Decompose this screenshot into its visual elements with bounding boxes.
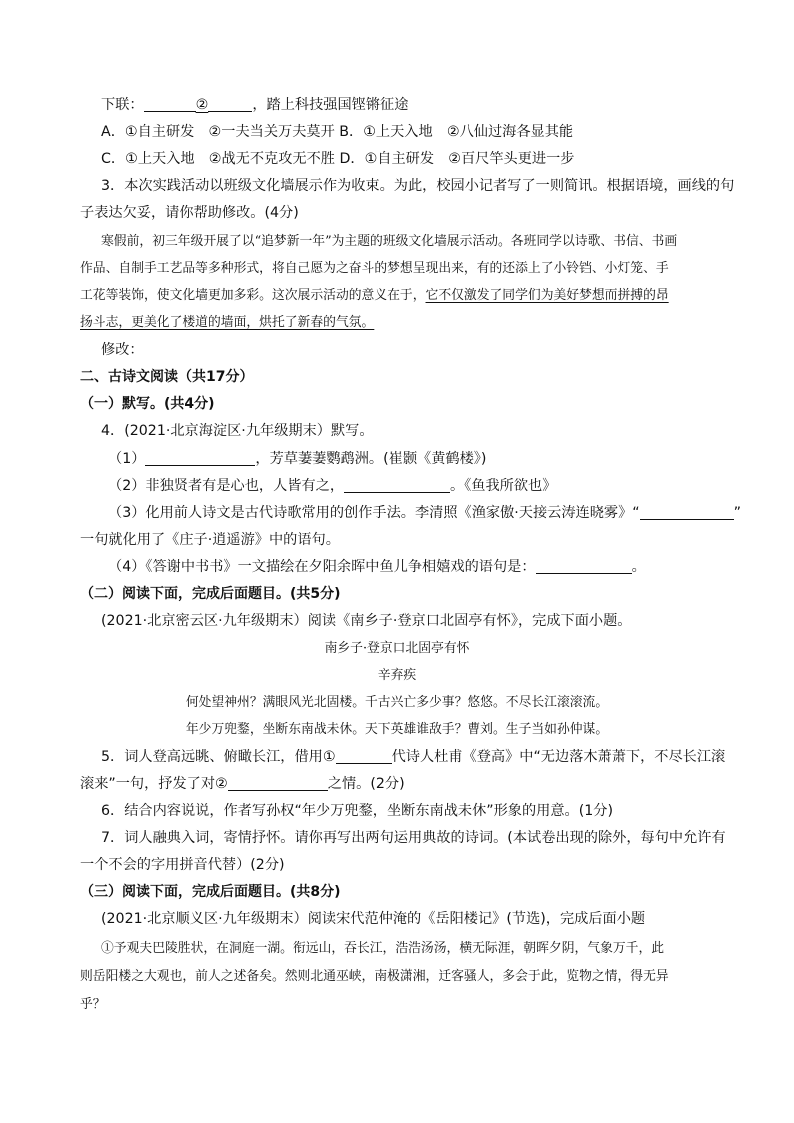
item-text: （2）非独贤者有是心也，人皆有之，: [108, 478, 345, 494]
answer-blank[interactable]: [145, 450, 255, 466]
q5-line1: [101, 748, 725, 766]
subsection-heading-prose: （三）阅读下面，完成后面题目。(共8分): [80, 884, 341, 900]
item-text: （4）《答谢中书书》一文描绘在夕阳余晖中鱼儿争相嬉戏的语句是：: [108, 559, 536, 575]
q4-item3-line2: 一句就化用了《庄子·逍遥游》中的语句。: [80, 532, 340, 548]
prose-line3: 乎？: [80, 997, 106, 1012]
q3-passage-line3: [80, 287, 669, 305]
poem-author: 辛弃疾: [377, 668, 417, 683]
q4-item3: [108, 504, 741, 522]
item-number: （1）: [108, 451, 146, 467]
q2-option-cd[interactable]: C．①上天入地 ②战无不克攻无不胜 D．①自主研发 ②百尺竿头更进一步: [101, 151, 575, 167]
q3-revise-label: 修改：: [101, 342, 144, 358]
q3-passage-line4: 扬斗志，更美化了楼道的墙面，烘托了新春的气氛。: [80, 315, 375, 330]
answer-blank[interactable]: [640, 504, 734, 520]
item-text: 。: [631, 559, 646, 575]
item-text: 。《鱼我所欲也》: [450, 478, 557, 494]
answer-blank[interactable]: [336, 748, 392, 764]
answer-blank[interactable]: [228, 775, 328, 791]
answer-blank[interactable]: [144, 96, 196, 112]
blank-mark: ②: [195, 97, 209, 113]
subsection-heading-poem: （二）阅读下面，完成后面题目。(共5分): [80, 586, 341, 602]
question-text: 之情。(2分): [327, 776, 405, 792]
poem-intro: (2021·北京密云区·九年级期末）阅读《南乡子·登京口北固亭有怀》，完成下面小题。: [101, 613, 632, 629]
answer-blank[interactable]: [208, 96, 252, 112]
poem-line2: 年少万兜鍪，坐断东南战未休。天下英雄谁敌手？曹刘。生子当如孙仲谋。: [185, 722, 609, 737]
q3-passage-line2: 作品、自制手工艺品等多种形式，将自己愿为之奋斗的梦想呈现出来，有的还添上了小铃铛、小灯笼、手: [80, 261, 669, 276]
underlined-sentence: 它不仅激发了同学们为美好梦想而拼搏的昂: [425, 288, 669, 303]
q4-item1: [108, 450, 486, 468]
q5-line2: [80, 775, 405, 793]
item-text: ”: [733, 505, 741, 521]
q7-line2: 一个不会的字用拼音代替）(2分): [80, 857, 285, 873]
prose-line2: 则岳阳楼之大观也，前人之述备矣。然则北通巫峡，南极潇湘，迁客骚人，多会于此，览物之情，得无异: [80, 969, 669, 984]
q4-heading: 4．(2021·北京海淀区·九年级期末）默写。: [101, 423, 374, 439]
question-text: 滚来”一句，抒发了对②: [80, 776, 228, 792]
subsection-heading-dictation: （一）默写。(共4分): [80, 396, 215, 412]
prose-line1: ①予观夫巴陵胜状，在洞庭一湖。衔远山，吞长江，浩浩汤汤，横无际涯，朝晖夕阴，气象万千，此: [101, 941, 665, 956]
q2-option-ab[interactable]: A．①自主研发 ②一夫当关万夫莫开 B．①上天入地 ②八仙过海各显其能: [101, 124, 574, 140]
answer-blank[interactable]: [536, 558, 632, 574]
q2-couplet-line: [101, 96, 408, 114]
question-text: 5．词人登高远眺、俯瞰长江，借用①: [101, 749, 336, 765]
q3-stem-line2: 子表达欠妥，请你帮助修改。(4分): [80, 205, 299, 221]
q6-question: 6．结合内容说说，作者写孙权“年少万兜鍪，坐断东南战未休”形象的用意。(1分): [101, 803, 614, 819]
q4-item4: [108, 558, 646, 576]
section-heading-classical: 二、古诗文阅读（共17分）: [80, 369, 254, 385]
answer-blank[interactable]: [344, 477, 450, 493]
item-text: ，芳草萋萋鹦鹉洲。(崔颢《黄鹤楼》): [255, 451, 487, 467]
prose-intro: (2021·北京顺义区·九年级期末）阅读宋代范仲淹的《岳阳楼记》(节选)，完成后面小题: [101, 911, 646, 927]
q7-line1: 7．词人融典入词，寄情抒怀。请你再写出两句运用典故的诗词。(本试卷出现的除外，每句中允许有: [101, 830, 726, 846]
passage-text: 工花等装饰，使文化墙更加多彩。这次展示活动的意义在于，: [80, 288, 426, 303]
poem-title: 南乡子·登京口北固亭有怀: [324, 641, 470, 656]
q3-stem-line1: 3．本次实践活动以班级文化墙展示作为收束。为此，校园小记者写了一则简讯。根据语境，画线的句: [101, 178, 735, 194]
poem-line1: 何处望神州？满眼风光北固楼。千古兴亡多少事？悠悠。不尽长江滚滚流。: [185, 695, 609, 710]
question-text: 代诗人杜甫《登高》中“无边落木萧萧下，不尽长江滚: [391, 749, 726, 765]
couplet-label: 下联：: [101, 97, 144, 113]
q4-item2: [108, 477, 556, 495]
item-text: （3）化用前人诗文是古代诗歌常用的创作手法。李清照《渔家傲·天接云涛连晓雾》“: [108, 505, 640, 521]
couplet-text: ，踏上科技强国铿锵征途: [252, 97, 409, 113]
q3-passage-line1: 寒假前，初三年级开展了以“追梦新一年”为主题的班级文化墙展示活动。各班同学以诗歌、书信、书画: [101, 234, 678, 249]
